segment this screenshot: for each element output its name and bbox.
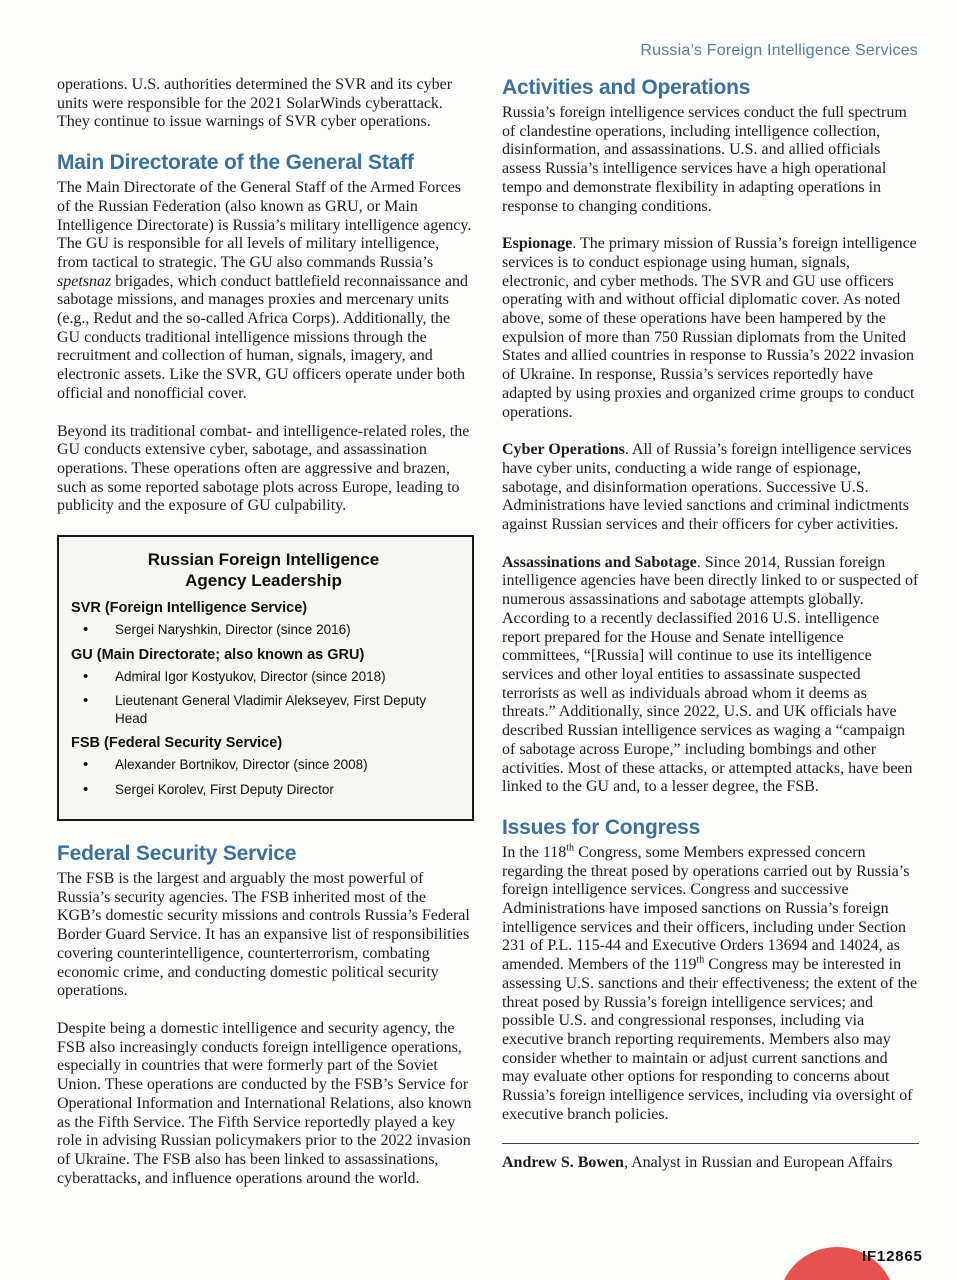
- gru-p1-text-b: brigades, which conduct battlefield reconnaissance and sabotage missions, and manages proxies and mercenary units (e.g., Redut and the so-called Africa Corps). Additionally, the GU conducts traditional intelligence missions through the recruitment and collection of human, signals, imagery, and electronic assets. Like the SVR, GU officers operate under both official and nonofficial cover.: [57, 272, 468, 402]
- assassinations-paragraph: [502, 554, 919, 797]
- right-column: [502, 76, 919, 1207]
- leadership-box-title-line1: Russian Foreign Intelligence: [147, 550, 380, 570]
- two-column-layout: [57, 76, 919, 1207]
- espionage-paragraph: [502, 235, 919, 422]
- svr-continuation-paragraph: operations. U.S. authorities determined the SVR and its cyber units were responsible for the 2021 SolarWinds cyberattack. They continue to issue warnings of SVR cyber operations.: [57, 76, 453, 131]
- assassinations-text: . Since 2014, Russian foreign intelligence agencies have been directly linked to or suspected of numerous assassinations and sabotage attempts globally. According to a recently declassified 2016 U.S. intelligence report prepared for the House and Senate intelligence committees, “[Russia] will continue to use its intelligence services and other loyal entities to assassinate suspected terrorists as well as individuals abroad whom it deems as threats.” Additionally, since 2022, U.S. and UK officials have described Russian intelligence services as waging a “campaign of sabotage across Europe,” including bombings and other activities. Most of these attacks, or attempted attacks, have been linked to the GU and, to a lesser degree, the FSB.: [502, 553, 919, 796]
- issues-text-c: Congress may be interested in assessing U.S. sanctions and their effectiveness; the extent of the threat posed by Russia’s foreign intelligence services; and possible U.S. and congressional responses, including via executive branch reporting requirements. Members also may consider whether to maintain or adjust current sanctions and may evaluate other options for responding to concerns about Russia’s foreign intelligence services, including via oversight of executive branch policies.: [502, 956, 918, 1123]
- ordinal-superscript: th: [566, 842, 575, 854]
- author-name: Andrew S. Bowen: [502, 1154, 624, 1172]
- leadership-box-title-line2: Agency Leadership: [185, 571, 342, 591]
- activities-section-heading: Activities and Operations: [502, 76, 751, 99]
- running-header: Russia’s Foreign Intelligence Services: [640, 42, 918, 59]
- leadership-sidebar-box: [57, 535, 474, 821]
- espionage-text: . The primary mission of Russia’s foreign intelligence services is to conduct espionage using human, signals, electronic, and cyber methods. The SVR and GU use officers operating with and without official diplomatic cover. As noted above, some of these operations have been hampered by the expulsion of more than 750 Russian diplomats from the United States and allied countries in response to Russia’s 2022 invasion of Ukraine. In response, Russia’s services reportedly have adapted by using proxies and organized crime groups to conduct operations.: [502, 235, 917, 421]
- author-title: , Analyst in Russian and European Affairs: [623, 1154, 893, 1172]
- gru-section-heading: Main Directorate of the General Staff: [57, 151, 414, 175]
- list-item: • Admiral Igor Kostyukov, Director (since 2018): [71, 668, 456, 686]
- fsb-paragraph-1: The FSB is the largest and arguably the most powerful of Russia’s security agencies. The FSB inherited most of the KGB’s domestic security missions and controls Russia’s Federal Border Guard Service. It has an expansive list of responsibilities covering counterintelligence, counterterrorism, combating economic crime, and conducting domestic political security operations.: [57, 870, 470, 1000]
- gru-p1-italic-term: spetsnaz: [57, 272, 112, 290]
- gru-paragraph-2: Beyond its traditional combat- and intelligence-related roles, the GU conducts extensive cyber, sabotage, and assassination operations. These operations often are aggressive and brazen, such as some reported sabotage plots across Europe, leading to publicity and the exposure of GU culpability.: [57, 422, 470, 515]
- cyber-lead-in: Cyber Operations: [502, 441, 625, 459]
- list-item: • Alexander Bortnikov, Director (since 2008): [71, 756, 456, 774]
- assassinations-lead-in: Assassinations and Sabotage: [502, 553, 697, 571]
- box-group-heading-gu: GU (Main Directorate; also known as GRU): [71, 646, 365, 663]
- list-item: • Sergei Korolev, First Deputy Director: [71, 781, 456, 799]
- left-column: [57, 76, 474, 1207]
- cyber-operations-paragraph: [502, 441, 919, 535]
- issues-paragraph: [502, 844, 919, 1125]
- fsb-paragraph-2: Despite being a domestic intelligence and security agency, the FSB also increasingly conducts foreign intelligence operations, especially in countries that were formerly part of the Soviet Union. These operations are conducted by the FSB’s Service for Operational Information and International Relations, also known as the Fifth Service. The Fifth Service reportedly played a key role in advising Russian policymakers prior to the 2022 invasion of Ukraine. The FSB also has been linked to assassinations, cyberattacks, and influence operations around the world.: [57, 1019, 472, 1187]
- issues-text-a: In the 118: [502, 843, 567, 861]
- box-group-heading-svr: SVR (Foreign Intelligence Service): [71, 600, 308, 617]
- activities-intro-paragraph: Russia’s foreign intelligence services conduct the full spectrum of clandestine operations, including intelligence collection, disinformation, and assassinations. U.S. and allied officials assess Russia’s intelligence services have a high operational tempo and demonstrate flexibility in adapting operations in response to changing conditions.: [502, 104, 907, 215]
- ordinal-superscript: th: [696, 954, 705, 966]
- espionage-lead-in: Espionage: [502, 235, 573, 253]
- issues-section-heading: Issues for Congress: [502, 815, 701, 839]
- fsb-section-heading: Federal Security Service: [57, 842, 297, 866]
- leadership-box-title: [71, 549, 456, 591]
- box-list-fsb: [71, 756, 456, 798]
- box-list-svr: [71, 621, 456, 639]
- gru-paragraph-1: [57, 179, 474, 403]
- author-divider-rule: [502, 1143, 919, 1144]
- list-item: • Lieutenant General Vladimir Alekseyev, First Deputy Head: [71, 692, 456, 727]
- gru-p1-text-a: The Main Directorate of the General Staff of the Armed Forces of the Russian Federation (also known as GRU, or Main Intelligence Directorate) is Russia’s military intelligence agency. The GU is responsible for all levels of military intelligence, from tactical to strategic. The GU also commands Russia’s: [57, 179, 472, 271]
- box-list-gu: [71, 668, 456, 728]
- author-byline: [502, 1153, 919, 1172]
- list-item: • Sergei Naryshkin, Director (since 2016): [71, 621, 456, 639]
- cyber-text: . All of Russia’s foreign intelligence services have cyber units, conducting a wide range of espionage, sabotage, and disinformation operations. Successive U.S. Administrations have levied sanctions and criminal indictments against Russian services and their officers for cyber activities.: [502, 441, 912, 534]
- issues-text-b: Congress, some Members expressed concern regarding the threat posed by operations carried out by Russia’s foreign intelligence services. Congress and successive Administrations have imposed sanctions on Russia’s foreign intelligence services and their officers, including under Section 231 of P.L. 115-44 and Executive Orders 13694 and 14024, as amended. Members of the 119: [502, 843, 910, 974]
- document-number: IF12865: [862, 1248, 923, 1265]
- box-group-heading-fsb: FSB (Federal Security Service): [71, 735, 283, 752]
